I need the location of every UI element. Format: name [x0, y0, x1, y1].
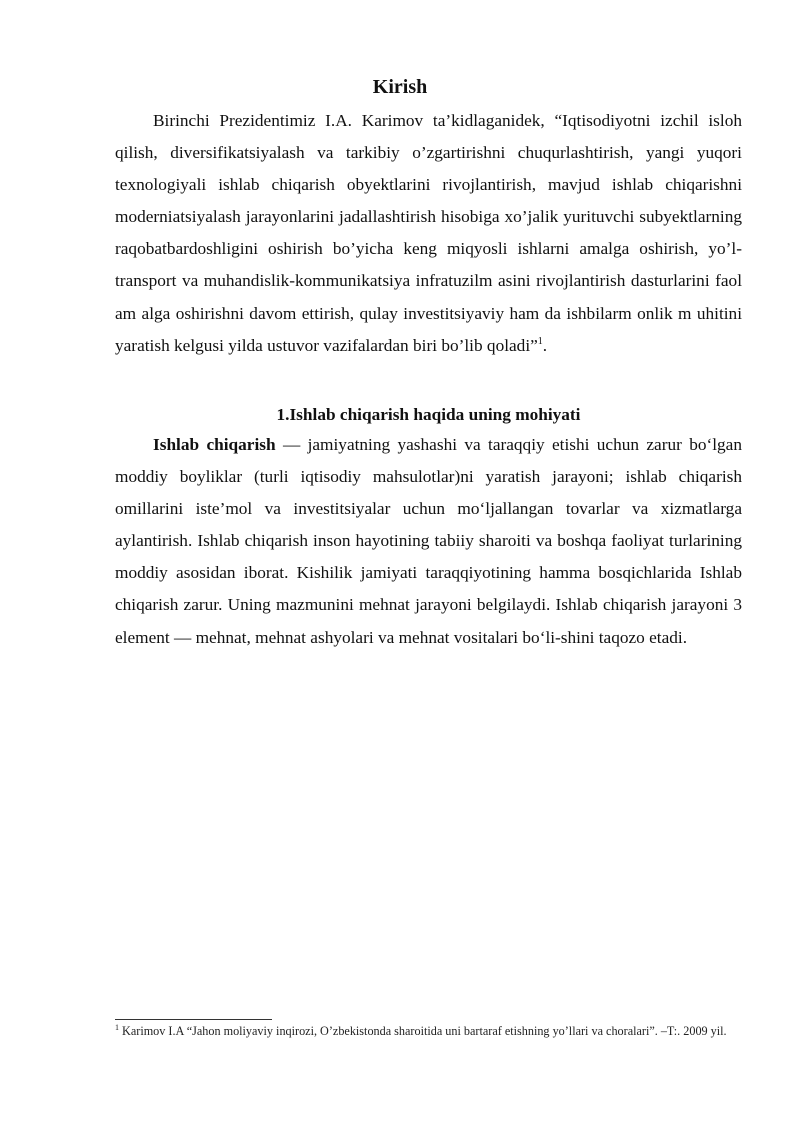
intro-paragraph — [115, 105, 742, 362]
footnote-reference[interactable]: 1 — [537, 335, 543, 347]
section-heading: 1.Ishlab chiqarish haqida uning mohiyati — [276, 405, 581, 424]
footnote-marker: 1 — [115, 1022, 119, 1032]
footnote — [115, 1022, 755, 1040]
section-paragraph-text: — jamiyatning yashashi va taraqqiy etishi uchun zarur bo‘lgan moddiy boyliklar (turli iqtisodiy mahsulotlar)ni yaratish jarayoni; ishlab chiqarish omillarini iste’mol va investitsiyalar uchun mo‘ljallangan tovarlar va xizmatlarga aylantirish. Ishlab chiqarish inson hayotining tabiiy sharoiti va boshqa faoliyat turlarining moddiy asosidan iborat. Kishilik jamiyati taraqqiyotining hamma bosqichlarida Ishlab chiqarish zarur. Uning mazmunini mehnat jarayoni belgilaydi. Ishlab chiqarish jarayoni 3 element — mehnat, mehnat ashyolari va mehnat vositalari bo‘li-shini taqozo etadi. — [115, 435, 742, 647]
footnote-divider — [115, 1019, 272, 1020]
footnote-text: Karimov I.A “Jahon moliyaviy inqirozi, O’zbekistonda sharoitida uni bartaraf etishning yo’llari va choralari”. –T:. 2009 yil. — [119, 1024, 727, 1038]
page-title: Kirish — [372, 76, 428, 98]
section-paragraph — [115, 429, 742, 654]
intro-paragraph-end: . — [542, 335, 548, 355]
intro-paragraph-text: Birinchi Prezidentimiz I.A. Karimov ta’kidlaganidek, “Iqtisodiyotni izchil isloh qilish, diversifikatsiyalash va tarkibiy o’zgartirishni chuqurlashtirish, yangi yuqori texnologiyali ishlab chiqarish obyektlarini rivojlantirish, mavjud ishlab chiqarishni moderniatsiyalash jarayonlarini jadallashtirish hisobiga xo’jalik yurituvchi subyektlarning raqobatbardoshligini oshirish bo’yicha keng miqyosli ishlarni amalga oshirish, yo’l-transport va muhandislik-kommunikatsiya infratuzilm asini rivojlantirish dasturlarini faol am alga oshirishni davom ettirish, qulay investitsiyaviy ham da ishbilarm onlik m uhitini yaratish kelgusi yilda ustuvor vazifalardan biri bo’lib qoladi” — [115, 111, 742, 355]
section-term: Ishlab chiqarish — [153, 435, 276, 454]
